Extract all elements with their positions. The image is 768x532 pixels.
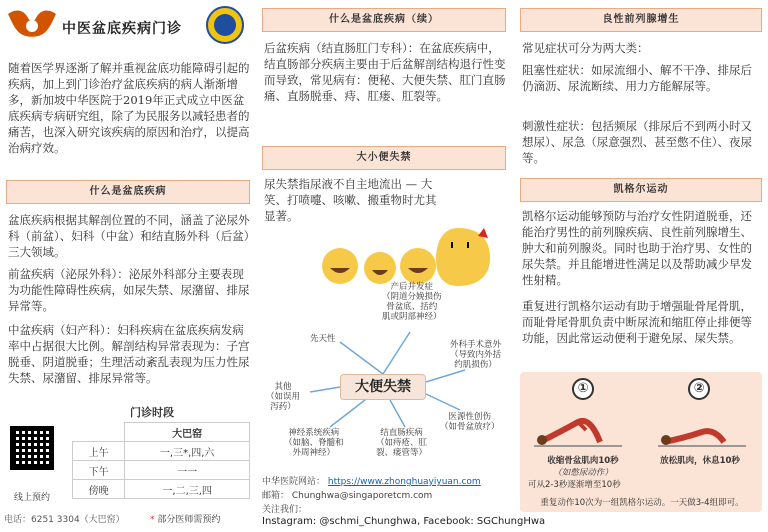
hours-label: 下午 xyxy=(73,461,125,480)
mindmap-node-postpartum: 产后并发症 （阴道分娩损伤 骨盆底、括约 肌或阴部神经） xyxy=(382,282,442,322)
mindmap-node-iatrogenic: 医源性创伤 （如骨盆放疗） xyxy=(440,412,500,432)
left-column xyxy=(0,0,256,532)
email-label: 邮箱： xyxy=(262,491,290,501)
kegel-paragraph-1: 凯格尔运动能够预防与治疗女性阴道脱垂，还能治疗男性的前列腺疾病、良性前列腺增生、肿大和前列腺炎。同时也助于治疗男、女性的尿失禁。并且能增进性满足以及帮助减少早发性射精。 xyxy=(522,209,752,287)
table-row xyxy=(73,480,250,499)
section-title-prostate: 良性前列腺增生 xyxy=(520,8,762,32)
kegel-pose-2-icon xyxy=(654,402,750,452)
qr-label: 线上预约 xyxy=(14,493,51,503)
website-link[interactable]: https://www.zhonghuayiyuan.com xyxy=(327,477,481,487)
social-line xyxy=(262,516,545,527)
mindmap-node-other: 其他 （如误用 泻药） xyxy=(266,382,301,412)
step-2-badge: ② xyxy=(688,378,710,400)
hours-value: 一,三*,四,六 xyxy=(125,442,250,461)
prostate-paragraph-1: 常见症状可分为两大类： xyxy=(522,41,649,55)
footnote xyxy=(150,512,220,525)
section-title-incontinence: 大小便失禁 xyxy=(262,146,506,170)
pelvic-paragraph-2: 前盆疾病（泌尿外科）：泌尿外科部分主要表现为功能性障碍性疾病，如尿失禁、尿潴留、排尿异常等。 xyxy=(8,267,250,313)
kegel-pose-1-icon xyxy=(530,402,626,452)
pelvis-icon xyxy=(6,6,58,40)
clinic-seal-icon xyxy=(206,6,244,44)
hours-value: 一,二,三,四 xyxy=(125,480,250,499)
kegel-caption-1b: （如憋尿动作） xyxy=(553,468,613,478)
footnote-text: 部分医师需预约 xyxy=(157,515,221,525)
prostate-paragraph-2: 阻塞性症状：如尿流细小、解不干净、排尿后仍滴沥、尿流断续、用力方能解尿等。 xyxy=(522,63,752,93)
hours-label: 上午 xyxy=(73,442,125,461)
website-label: 中华医院网站： xyxy=(262,477,326,487)
email-line xyxy=(262,488,432,501)
hours-table xyxy=(72,422,250,499)
table-row xyxy=(73,461,250,480)
hours-label: 傍晚 xyxy=(73,480,125,499)
incontinence-paragraph: 尿失禁指尿液不自主地流出 — 大笑、打喷嚏、咳嗽、搬重物时尤其显著。 xyxy=(264,177,437,223)
hours-value: 一一 xyxy=(125,461,250,480)
section-title-pelvic: 什么是盆底疾病 xyxy=(6,180,250,204)
facebook-handle[interactable]: Facebook: SGChungHwa xyxy=(423,516,546,527)
section-title-kegel: 凯格尔运动 xyxy=(520,178,762,202)
mindmap-node-neuro: 神经系统疾病 （如脑、脊髓和 外周神经） xyxy=(284,428,344,458)
clinic-title: 中医盆底疾病门诊 xyxy=(62,21,182,37)
follow-label: 关注我们： xyxy=(262,505,308,515)
kegel-paragraph-2: 重复进行凯格尔运动有助于增强耻骨尾骨肌，而耻骨尾骨肌负责中断尿流和缩肛停止排便等功能，因此常运动便利于避免尿、屎失禁。 xyxy=(522,299,752,345)
mindmap xyxy=(266,282,510,458)
kegel-illustration xyxy=(520,372,762,512)
mindmap-node-surgery: 外科手术意外 （导致内外括 约肌损伤） xyxy=(450,340,502,370)
kegel-caption-2: 放松肌肉，休息10秒 xyxy=(660,456,740,466)
pelvic-paragraph-3: 中盆疾病（妇产科）：妇科疾病在盆底疾病发病率中占据很大比例。解剖结构异常表现为：子宫脱垂、阴道脱垂；生理活动紊乱表现为压力性尿失禁、尿潴留、排尿异常等。 xyxy=(8,323,250,385)
table-row xyxy=(73,442,250,461)
footnote-star: * xyxy=(150,515,155,525)
kegel-note: 可从2-3秒逐渐增至10秒 xyxy=(528,480,621,490)
hours-title: 门诊时段 xyxy=(130,406,174,419)
instagram-handle[interactable]: Instagram: @schmi_Chunghwa, xyxy=(262,516,421,527)
mindmap-node-colorectal: 结直肠疾病 （如痔疮、肛 裂、瘘管等） xyxy=(376,428,428,458)
mindmap-center: 大便失禁 xyxy=(340,374,426,400)
website-line xyxy=(262,474,481,487)
intro-paragraph: 随着医学界逐渐了解并重视盆底功能障碍引起的疾病，加上到门诊治疗盆底疾病的病人渐渐增多，新加坡中华医院于2019年正式成立中医盆底疾病专病研究组，除了为民服务以减轻患者的痛苦，也深入研究该疾病的原因和治疗，以提高治病疗效。 xyxy=(8,61,250,155)
step-1-badge: ① xyxy=(572,378,594,400)
qr-code-icon[interactable] xyxy=(10,426,54,470)
kegel-caption-1: 收缩骨盆肌肉10秒 xyxy=(547,456,619,466)
prostate-paragraph-3: 刺激性症状：包括频尿（排尿后不到两小时又想尿）、尿急（尿意强烈、甚至憋不住）、夜尿等。 xyxy=(522,119,752,165)
mindmap-node-congenital: 先天性 xyxy=(310,334,336,344)
email-address[interactable]: Chunghwa@singaporetcm.com xyxy=(291,491,433,501)
posterior-paragraph: 后盆疾病（结直肠肛门专科）：在盆底疾病中，结直肠部分疾病主要由于后盆解剖结构退行性变而导致，常见病有：便秘、大便失禁、肛门直肠痛、直肠脱垂、痔、肛瘘、肛裂等。 xyxy=(264,41,506,103)
hours-header: 大巴窑 xyxy=(125,423,250,442)
section-title-pelvic-cont: 什么是盆底疾病（续） xyxy=(262,8,506,32)
phone-number: 电话：6251 3304（大巴窑） xyxy=(4,515,125,525)
pelvic-paragraph-1: 盆底疾病根据其解剖位置的不同，涵盖了泌尿外科（前盆）、妇科（中盆）和结直肠外科（后盆）三大领域。 xyxy=(8,213,250,259)
kegel-footer: 重复动作10次为一组凯格尔运动。一天做3-4组即可。 xyxy=(540,498,744,508)
laughing-emoji-icon xyxy=(318,228,498,288)
